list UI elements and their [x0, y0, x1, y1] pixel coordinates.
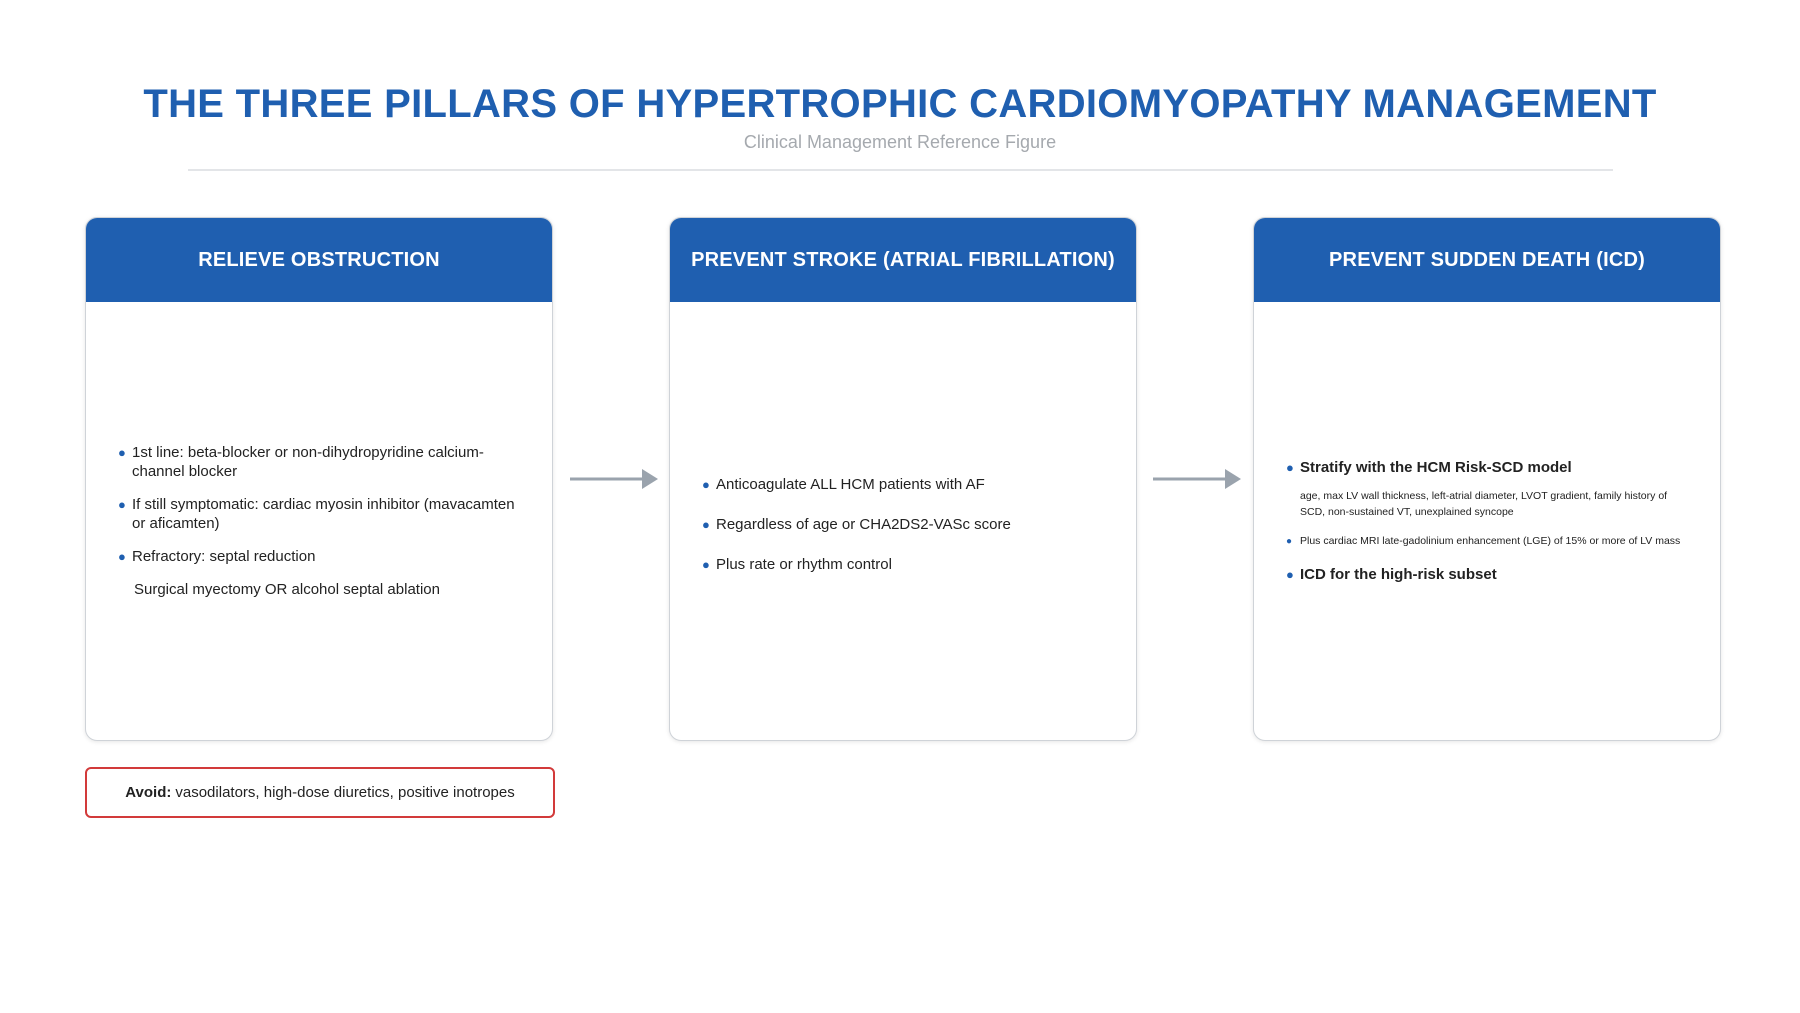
- list-item-text: Stratify with the HCM Risk-SCD model: [1300, 459, 1572, 476]
- bullet-icon: ●: [702, 516, 710, 532]
- avoid-label: Avoid:: [125, 784, 172, 801]
- pillar-header: RELIEVE OBSTRUCTION: [86, 218, 552, 302]
- list-item: [118, 495, 522, 533]
- risk-factors-note: age, max LV wall thickness, left-atrial diameter, LVOT gradient, family history of SCD, non-sustained VT, unexplained syncope: [1300, 490, 1668, 518]
- title-divider: [188, 169, 1613, 171]
- pillar-header: PREVENT SUDDEN DEATH (ICD): [1254, 218, 1720, 302]
- bullet-icon: ●: [702, 556, 710, 572]
- list-item: [702, 555, 1106, 574]
- list-item: [118, 443, 522, 481]
- list-item-text: ICD for the high-risk subset: [1300, 566, 1497, 583]
- list-item: [1286, 458, 1690, 477]
- bullet-icon: ●: [118, 549, 126, 564]
- list-item-text: Plus rate or rhythm control: [716, 555, 892, 573]
- pillar-body: [1254, 302, 1720, 740]
- arrow-right-icon: [1153, 466, 1243, 492]
- pillar-card-relieve-obstruction: [85, 217, 553, 741]
- list-item: [118, 547, 522, 566]
- arrow-right-icon: [570, 466, 660, 492]
- list-item-text: Regardless of age or CHA2DS2-VASc score: [716, 515, 1011, 533]
- bullet-icon: ●: [118, 445, 126, 460]
- list-item: [1286, 565, 1690, 584]
- pillar-card-prevent-stroke: [669, 217, 1137, 741]
- pillar-card-prevent-sudden-death: [1253, 217, 1721, 741]
- list-item: [702, 515, 1106, 534]
- bullet-icon: ●: [1286, 536, 1293, 547]
- bullet-icon: ●: [702, 476, 710, 492]
- bullet-icon: ●: [1286, 567, 1294, 582]
- list-item-text: 1st line: beta-blocker or non-dihydropyridine calcium-channel blocker: [132, 444, 484, 480]
- page-title: THE THREE PILLARS OF HYPERTROPHIC CARDIOMYOPATHY MANAGEMENT: [143, 82, 1657, 126]
- pillar-body: [86, 302, 552, 740]
- list-item: [702, 475, 1106, 494]
- pillar-header: PREVENT STROKE (ATRIAL FIBRILLATION): [670, 218, 1136, 302]
- sub-item: Surgical myectomy OR alcohol septal ablation: [134, 581, 440, 598]
- list-item-text: If still symptomatic: cardiac myosin inhibitor (mavacamten or aficamten): [132, 496, 515, 532]
- pillar-body: [670, 302, 1136, 740]
- page-subtitle: Clinical Management Reference Figure: [743, 132, 1057, 152]
- bullet-icon: ●: [1286, 460, 1294, 475]
- list-item-text: Anticoagulate ALL HCM patients with AF: [716, 475, 985, 493]
- list-item-text: Refractory: septal reduction: [132, 548, 316, 565]
- avoid-warning-box: [85, 767, 555, 818]
- bullet-icon: ●: [118, 497, 126, 512]
- list-item-text: Plus cardiac MRI late-gadolinium enhancement (LGE) of 15% or more of LV mass: [1300, 535, 1681, 547]
- avoid-text: vasodilators, high-dose diuretics, positive inotropes: [175, 784, 515, 801]
- list-item: [1286, 535, 1690, 548]
